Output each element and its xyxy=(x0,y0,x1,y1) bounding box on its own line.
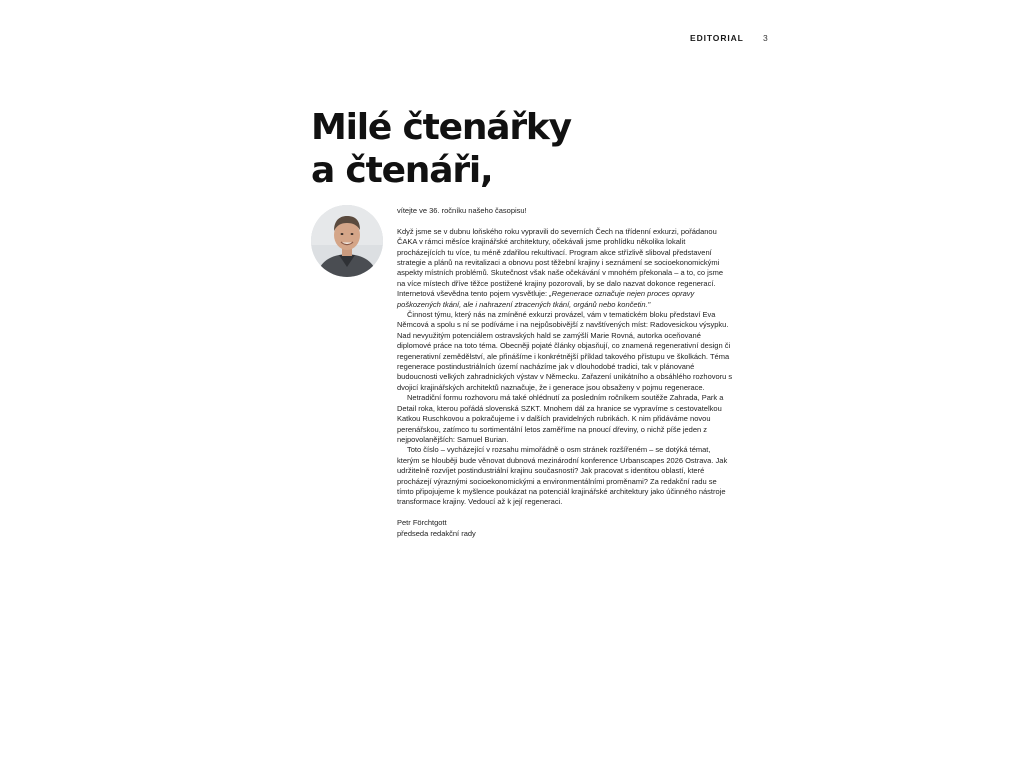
section-label: EDITORIAL xyxy=(690,33,744,43)
paragraph-1-text: Když jsme se v dubnu loňského roku vypravili do severních Čech na třídenní exkurzi, pořádanou ČAKA v rámci měsíce krajinářské architektury, očekávali jsme prohlídku několika lokalit procházejících tu více, tu méně zdařilou rekultivací. Program akce střízlivě sliboval představení strategie a plánů na revitalizaci a obnovu post těžební krajiny i seznámení se socioekonomickými aspekty místních problémů. Skutečnost však naše očekávání v mnohém překonala – a to, co jsme na více místech dříve těžce postižené krajiny pozorovali, by se dalo nazvat dokonce regenerací. Internetová vševědna tento pojem vysvětluje: xyxy=(397,226,723,299)
body-paragraph-1 xyxy=(397,227,733,310)
body-paragraph-4: Toto číslo – vycházející v rozsahu mimořádně o osm stránek rozšířeném – se dotýká témat, kterým se hlouběji bude věnovat dubnová mezinárodní konference Urbanscapes 2026 Ostrava. Jak udržitelně rozvíjet postindustriální krajinu současnosti? Jak pracovat s identitou oblastí, které procházejí výraznými socioekonomickými a environmentálními proměnami? Za redakční radu se tímto připojujeme k myšlence poukázat na potenciál krajinářské architektury jako účinného nástroje transformace krajiny. Vedoucí až k její regeneraci. xyxy=(397,445,728,507)
author-portrait xyxy=(311,205,383,277)
greeting-paragraph: vítejte ve 36. ročníku našeho časopisu! xyxy=(397,206,527,215)
page-number: 3 xyxy=(763,33,768,43)
regeneration-definition-quote: „Regenerace označuje nejen proces opravy poškozených tkání, ale i nahrazení ztracených tkání, orgánů nebo končetin." xyxy=(397,289,695,309)
signature-name: Petr Förchtgott xyxy=(397,518,447,528)
author-photo-icon xyxy=(311,205,383,277)
editorial-body xyxy=(397,206,733,539)
signature-role: předseda redakční rady xyxy=(397,528,476,538)
body-paragraph-2: Činnost týmu, který nás na zmíněné exkurzi provázel, vám v tematickém bloku představí Eva Němcová a spolu s ní se podíváme i na nejpůsobivější z navštívených míst: Radovesickou výsypku. Nad nevyužitým potenciálem ostravských hald se zamýšlí Marie Rovná, autorka oceňované diplomové práce na toto téma. Obecněji pojaté články objasňují, co znamená regenerativní design či regenerativní zemědělství, ale přinášíme i konkrétnější příklad takového přístupu ve školkách. Téma regenerace postindustriálních území nacházíme jak v dlouhodobé tradici, tak v plánované budoucnosti velkých zahradnických výstav v Německu. Zařazení unikátního a obsáhlého rozhovoru s dvojicí krajinářských architektů naznačuje, že i generace jsou obsaženy v pojmu regenerace. xyxy=(397,310,733,392)
headline-line-2: a čtenáři, xyxy=(311,150,493,191)
signature-block xyxy=(397,518,733,539)
headline-line-1: Milé čtenářky xyxy=(311,107,571,148)
editorial-headline xyxy=(311,106,731,192)
body-paragraph-3: Netradiční formu rozhovoru má také ohlédnutí za posledním ročníkem soutěže Zahrada, Park a Detail roka, kterou pořádá slovenská SZKT. Mnohem dál za hranice se vypravíme s cestovatelkou Katkou Ruschkovou a pokračujeme i v dalších pravidelných rubrikách. K nim přidáváme novou perenářskou, zatímco tu sortimentální letos zaměříme na pnoucí dřeviny, o nichž píše jeden z nejpovolanějších: Samuel Burian. xyxy=(397,393,724,444)
